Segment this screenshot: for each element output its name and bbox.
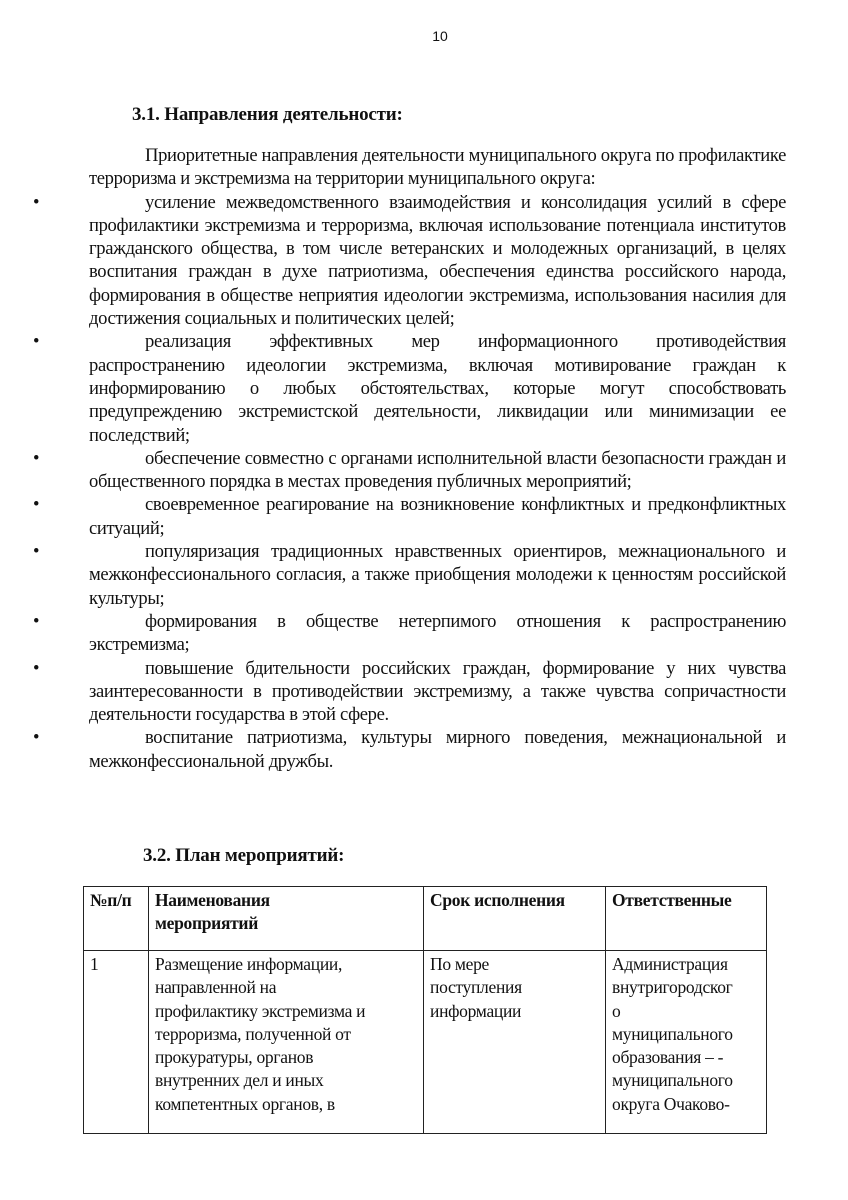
direction-item: • усиление межведомственного взаимодействия и консолидация усилий в сфере профилактики экстремизма и терроризма, включая использование потенциала институтов гражданского общества, в том числе ветеранских и молодежных организаций, в целях воспитания граждан в духе патриотизма, обеспечения единства российского народа, формирования в обществе неприятия идеологии экстремизма, использования насилия для достижения социальных и политических целей; [33,191,786,330]
direction-item: • популяризация традиционных нравственных ориентиров, межнационального и межконфессионального согласия, а также приобщения молодежи к ценностям российской культуры; [33,541,786,609]
bullet-icon: • [33,191,40,213]
table-row [84,951,767,1134]
section-heading-plan: 3.2. План мероприятий: [143,845,345,866]
bullet-icon: • [33,727,40,749]
cell-number: 1 [84,951,149,1134]
bullet-icon: • [33,447,40,469]
direction-item: • формирования в обществе нетерпимого отношения к распространению экстремизма; [33,610,786,656]
bullet-icon: • [33,610,40,632]
cell-deadline: По мере поступления информации [424,951,606,1134]
direction-item: • повышение бдительности российских граждан, формирование у них чувства заинтересованности в противодействии экстремизму, а также чувства сопричастности деятельности государства в этой сфере. [33,657,786,726]
bullet-icon: • [33,541,40,563]
column-header-deadline: Срок исполнения [424,887,606,951]
cell-responsible: Администрация внутригородског о муниципального образования – - муниципального округа Очаково- [606,951,767,1134]
direction-item: • обеспечение совместно с органами исполнительной власти безопасности граждан и общественного порядка в местах проведения публичных мероприятий; [33,447,786,493]
cell-activity: Размещение информации, направленной на профилактику экстремизма и терроризма, полученной от прокуратуры, органов внутренних дел и иных компетентных органов, в [149,951,424,1134]
section-heading-directions: 3.1. Направления деятельности: [132,104,403,125]
directions-body [33,144,786,773]
table-header-row [84,887,767,951]
column-header-number: №п/п [84,887,149,951]
activity-plan-table [83,886,767,1134]
directions-intro: Приоритетные направления деятельности муниципального округа по профилактике терроризма и экстремизма на территории муниципального округа: [89,145,786,190]
direction-item: • своевременное реагирование на возникновение конфликтных и предконфликтных ситуаций; [33,494,786,539]
page-number: 10 [432,28,448,44]
bullet-icon: • [33,494,40,516]
bullet-icon: • [33,331,40,353]
column-header-responsible: Ответственные [606,887,767,951]
column-header-activity: Наименования мероприятий [149,887,424,951]
direction-item: • реализация эффективных мер информационного противодействия распространению идеологии экстремизма, включая мотивирование граждан к информированию о любых обстоятельствах, которые могут способствовать предупреждению экстремистской деятельности, ликвидации или минимизации ее последствий; [33,331,786,446]
bullet-icon: • [33,657,40,679]
direction-item: • воспитание патриотизма, культуры мирного поведения, межнациональной и межконфессиональной дружбы. [33,727,786,772]
